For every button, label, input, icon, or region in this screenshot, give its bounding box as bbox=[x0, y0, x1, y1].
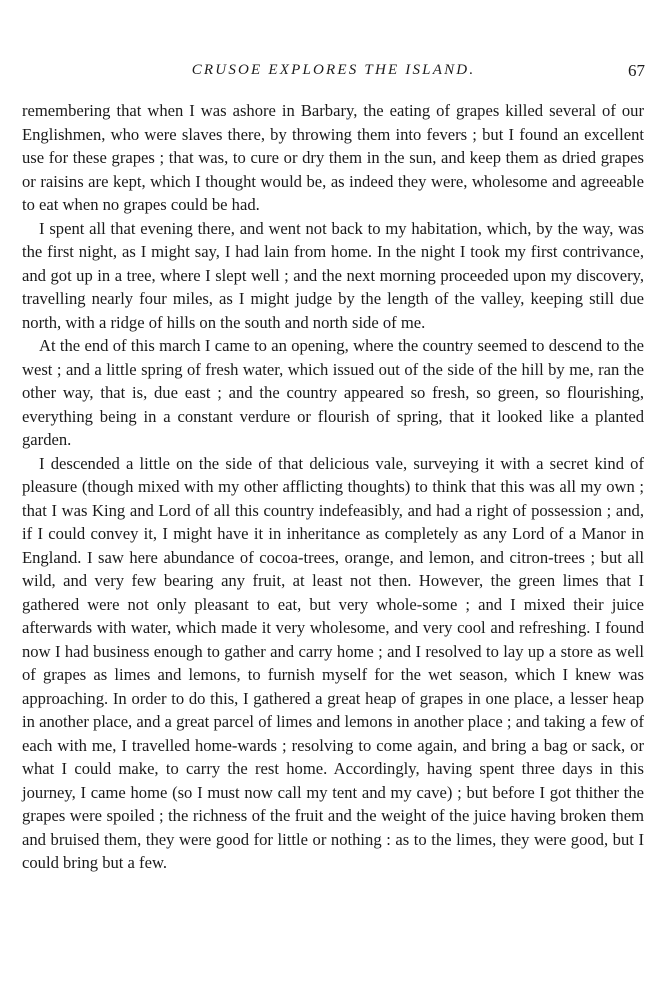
body-text bbox=[22, 99, 644, 875]
paragraph: At the end of this march I came to an opening, where the country seemed to descend to the west ; and a little spring of fresh water, which issued out of the side of the hill by me, ran the other way, that is, due east ; and the country appeared so fresh, so green, so flourishing, everything being in a constant verdure or flourish of spring, that it looked like a planted garden. bbox=[22, 336, 644, 449]
paragraph: I spent all that evening there, and went not back to my habitation, which, by the way, was the first night, as I might say, I had lain from home. In the night I took my first contrivance, and got up in a tree, where I slept well ; and the next morning proceeded upon my discovery, travelling nearly four miles, as I might judge by the length of the valley, keeping still due north, with a ridge of hills on the south and north side of me. bbox=[22, 218, 644, 332]
paragraph: I descended a little on the side of that delicious vale, surveying it with a secret kind of pleasure (though mixed with my other afflicting thoughts) to think that this was all my own ; that I was King and Lord of all this country indefeasibly, and had a right of possession ; and, if I could convey it, I might have it in inheritance as completely as any Lord of a Manor in England. I saw here abundance of cocoa-trees, orange, and lemon, and citron-trees ; but all wild, and very few bearing any fruit, at least not then. However, the green limes that I gathered were not only pleasant to eat, but very whole-some ; and I mixed their juice afterwards with water, which made it very wholesome, and very cool and refreshing. I found now I had business enough to gather and carry home ; and I resolved to lay up a store as well of grapes as limes and lemons, to furnish myself for the wet season, which I knew was approaching. In order to do this, I gathered a great heap of grapes in one place, a lesser heap in another place, and a great parcel of limes and lemons in another place ; and taking a few of each with me, I travelled home-wards ; resolving to come again, and bring a bag or sack, or what I could make, to carry the rest home. Accordingly, having spent three days in this journey, I came home (so I must now call my tent and my cave) ; but before I got thither the grapes were spoiled ; the richness of the fruit and the weight of the juice having broken them and bruised them, they were good for little or nothing : as to the limes, they were good, but I could bring but a few. bbox=[22, 453, 644, 872]
page-number: 67 bbox=[628, 61, 645, 80]
running-title: CRUSOE EXPLORES THE ISLAND. bbox=[191, 62, 476, 78]
paragraph: remembering that when I was ashore in Barbary, the eating of grapes killed several of our Englishmen, who were slaves there, by throwing them into fevers ; but I found an excellent use for these grapes ; that was, to cure or dry them in the sun, and keep them as dried grapes or raisins are kept, which I thought would be, as indeed they were, wholesome and agreeable to eat when no grapes could be had. bbox=[22, 101, 644, 214]
running-head bbox=[0, 62, 667, 84]
